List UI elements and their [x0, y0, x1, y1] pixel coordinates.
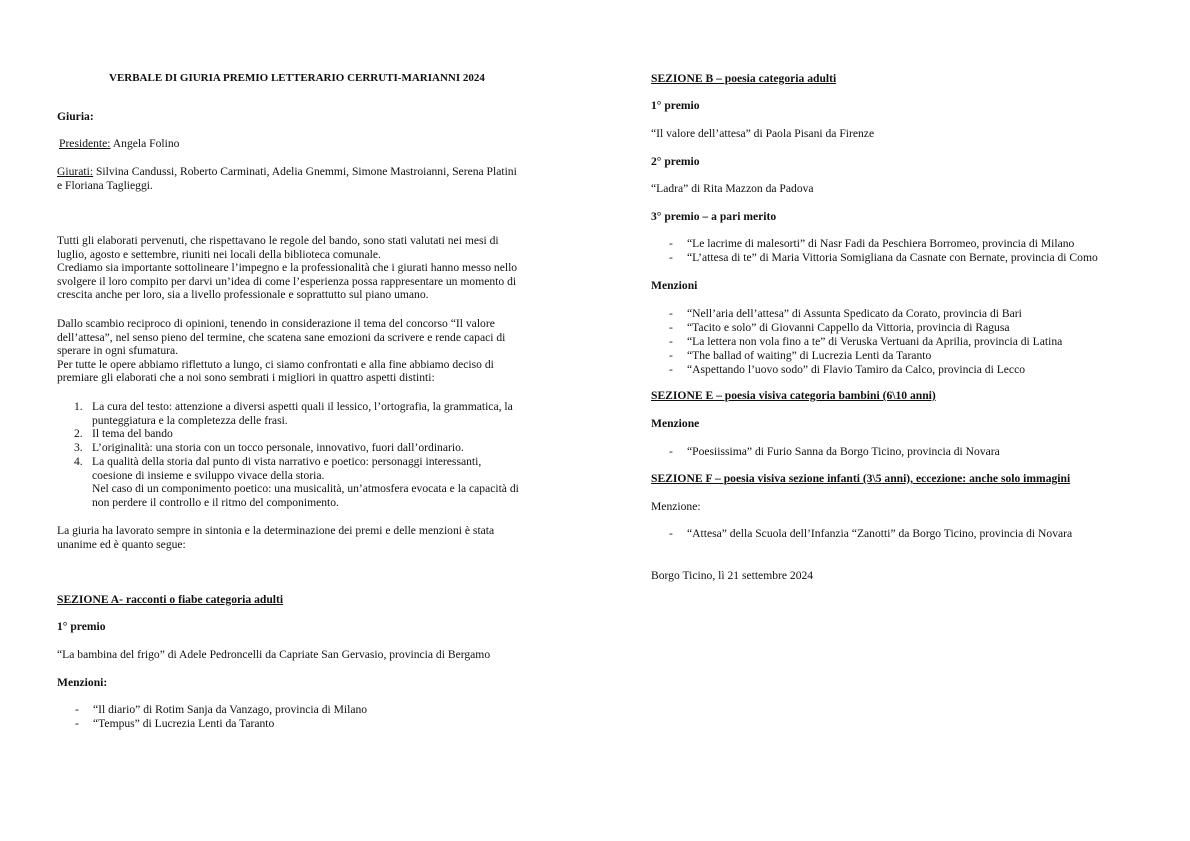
paragraph-line: Crediamo sia importante sottolineare l’impegno e la professionalità che i giurati hanno messo nello: [57, 261, 518, 275]
list-item-text: “Poesiissima” di Furio Sanna da Borgo Ticino, provincia di Novara: [687, 445, 1000, 458]
list-item-text: “Tacito e solo” di Giovanni Cappello da Vittoria, provincia di Ragusa: [687, 321, 1010, 334]
section-f-title: SEZIONE F – poesia visiva sezione infanti (3\5 anni), eccezione: anche solo immagini: [651, 472, 1071, 485]
section-a-title: SEZIONE A- racconti o fiabe categoria adulti: [57, 593, 284, 606]
paragraph-line: sperare in ogni sfumatura.: [57, 344, 179, 358]
section-e-title: SEZIONE E – poesia visiva categoria bambini (6\10 anni): [651, 389, 936, 402]
presidente-name: Angela Folino: [110, 137, 180, 150]
paragraph-line: dell’attesa”, nel senso pieno del termine, che scatena sane emozioni da scrivere e rende capaci di: [57, 330, 506, 344]
criteria-text: [92, 427, 173, 441]
giurati-line-2: e Floriana Taglieggi.: [57, 179, 153, 192]
paragraph-line: Tutti gli elaborati pervenuti, che rispettavano le regole del bando, sono stati valutati nei mesi di: [57, 234, 499, 247]
criteria-line: La qualità della storia dal punto di vista narrativo e poetico: personaggi interessanti,: [92, 455, 482, 468]
criteria-line: L’originalità: una storia con un tocco personale, innovativo, fuori dall’ordinario.: [92, 441, 464, 454]
conclusion-paragraph: [57, 524, 494, 551]
second-prize-label: 2° premio: [651, 155, 700, 168]
paragraph-line: crescita anche per loro, sia a livello professionale e soprattutto sul piano umano.: [57, 288, 429, 302]
giurati-line-1: [57, 165, 517, 179]
criteria-number: 3.: [74, 441, 83, 454]
list-dash: -: [669, 363, 673, 376]
paragraph-line: La giuria ha lavorato sempre in sintonia e la determinazione dei premi e delle menzioni è stata: [57, 524, 495, 537]
list-dash: -: [669, 251, 673, 264]
list-item-text: “Aspettando l’uovo sodo” di Flavio Tamiro da Calco, provincia di Lecco: [687, 363, 1026, 376]
paragraph-line: premiare gli elaborati che a noi sono sembrati i migliori in quattro aspetti distinti:: [57, 371, 435, 385]
list-dash: -: [75, 717, 79, 730]
date-line: Borgo Ticino, lì 21 settembre 2024: [651, 569, 814, 582]
third-prize-label: 3° premio – a pari merito: [651, 210, 777, 223]
first-prize-label: 1° premio: [651, 99, 700, 112]
criteria-number: 1.: [74, 400, 83, 413]
list-dash: -: [669, 321, 673, 334]
list-item-text: “Attesa” della Scuola dell’Infanzia “Zanotti” da Borgo Ticino, provincia di Novara: [687, 527, 1073, 540]
presidente-line: [59, 137, 179, 151]
list-dash: -: [669, 349, 673, 362]
paragraph-line: unanime ed è quanto segue:: [57, 537, 186, 551]
giuria-heading: Giuria:: [57, 110, 94, 123]
list-item-text: “Tempus” di Lucrezia Lenti da Taranto: [93, 717, 275, 730]
list-dash: -: [669, 335, 673, 348]
paragraph-line: Dallo scambio reciproco di opinioni, tenendo in considerazione il tema del concorso “Il valore: [57, 317, 495, 330]
giurati-label: Giurati:: [57, 165, 94, 178]
list-dash: -: [669, 445, 673, 458]
list-dash: -: [75, 703, 79, 716]
document-title: VERBALE DI GIURIA PREMIO LETTERARIO CERRUTI-MARIANNI 2024: [109, 72, 485, 84]
theme-paragraph: [57, 317, 505, 385]
criteria-line: Nel caso di un componimento poetico: una musicalità, un’atmosfera evocata e la capacità di: [92, 482, 519, 496]
section-b-title: SEZIONE B – poesia categoria adulti: [651, 72, 837, 85]
list-item-text: “Nell’aria dell’attesa” di Assunta Spedicato da Corato, provincia di Bari: [687, 307, 1022, 320]
criteria-line: coesione di insieme e sviluppo vivace della storia.: [92, 468, 325, 482]
section-a-mentions-label: Menzioni:: [57, 676, 108, 689]
paragraph-line: Per tutte le opere abbiamo riflettuto a lungo, ci siamo confrontati e alla fine abbiamo deciso di: [57, 357, 494, 371]
criteria-text: [92, 400, 513, 427]
giurati-names: Silvina Candussi, Roberto Carminati, Adelia Gnemmi, Simone Mastroianni, Serena Platini: [93, 165, 517, 178]
list-dash: -: [669, 307, 673, 320]
list-dash: -: [669, 237, 673, 250]
list-item-text: “The ballad of waiting” di Lucrezia Lenti da Taranto: [687, 349, 932, 362]
criteria-text: [92, 455, 519, 509]
criteria-line: La cura del testo: attenzione a diversi aspetti quali il lessico, l’ortografia, la grammatica, la: [92, 400, 513, 413]
criteria-line: punteggiatura e la completezza delle frasi.: [92, 413, 288, 427]
paragraph-line: luglio, agosto e settembre, riuniti nei locali della biblioteca comunale.: [57, 247, 381, 261]
criteria-text: [92, 441, 464, 455]
criteria-line: Il tema del bando: [92, 427, 173, 440]
criteria-number: 2.: [74, 427, 83, 440]
second-prize: “Ladra” di Rita Mazzon da Padova: [651, 182, 814, 195]
list-item-text: “La lettera non vola fino a te” di Veruska Vertuani da Aprilia, provincia di Latina: [687, 335, 1063, 348]
first-prize: “Il valore dell’attesa” di Paola Pisani da Firenze: [651, 127, 875, 140]
list-item-text: “Il diario” di Rotim Sanja da Vanzago, provincia di Milano: [93, 703, 368, 716]
section-a-first-prize-label: 1° premio: [57, 620, 106, 633]
criteria-line: non perdere il controllo e il ritmo del componimento.: [92, 495, 339, 509]
presidente-label: Presidente:: [59, 137, 111, 150]
list-item-text: “L’attesa di te” di Maria Vittoria Somigliana da Casnate con Bernate, provincia di Como: [687, 251, 1098, 264]
list-item-text: “Le lacrime di malesorti” di Nasr Fadi da Peschiera Borromeo, provincia di Milano: [687, 237, 1075, 250]
paragraph-line: svolgere il loro compito per darvi un’idea di come l’esperienza possa rappresentare un momento di: [57, 274, 517, 288]
mentions-label: Menzioni: [651, 279, 698, 292]
section-e-mention-label: Menzione: [651, 417, 700, 430]
list-dash: -: [669, 527, 673, 540]
section-f-mention-label: Menzione:: [651, 500, 701, 513]
intro-paragraph: [57, 234, 517, 302]
section-a-first-prize: “La bambina del frigo” di Adele Pedroncelli da Capriate San Gervasio, provincia di Bergamo: [57, 648, 491, 661]
criteria-number: 4.: [74, 455, 83, 468]
